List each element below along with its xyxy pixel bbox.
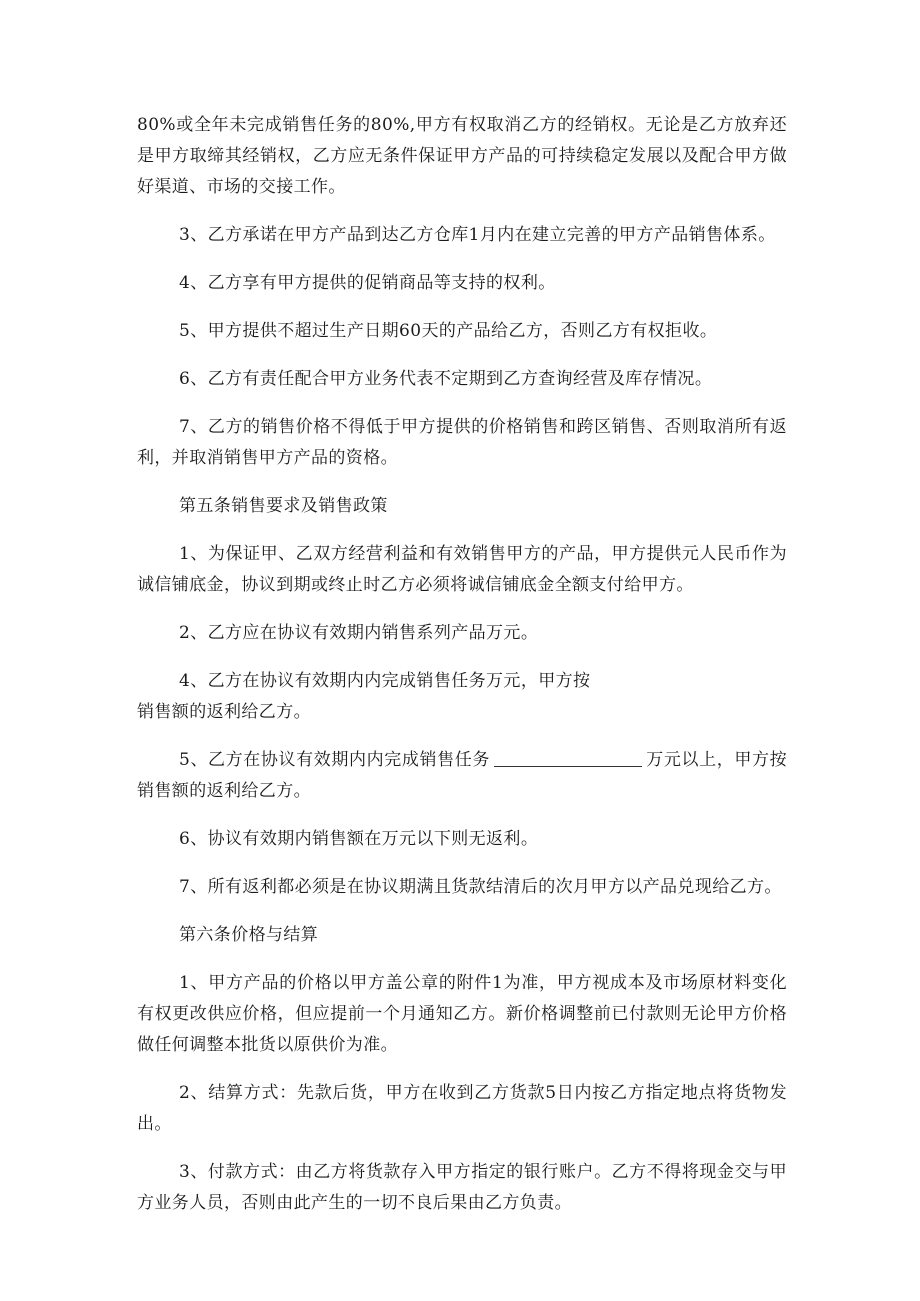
section-5-clause-1: 1、为保证甲、乙双方经营利益和有效销售甲方的产品，甲方提供元人民币作为诚信铺底金，协议到期或终止时乙方必须将诚信铺底金全额支付给甲方。 [137, 544, 787, 595]
section-5-clause-4 [137, 666, 787, 728]
section-5-clause-2: 2、乙方应在协议有效期内销售系列产品万元。 [179, 623, 539, 643]
clause-text-after-blank: 万元以上，甲方按销售额的返利给乙方。 [137, 750, 788, 801]
paragraph-continuation: 80%或全年未完成销售任务的80%,甲方有权取消乙方的经销权。无论是乙方放弃还是甲方取缔其经销权，乙方应无条件保证甲方产品的可持续稳定发展以及配合甲方做好渠道、市场的交接工作。 [137, 115, 787, 197]
clause-text-before-blank: 5、乙方在协议有效期内内完成销售任务 [179, 750, 491, 770]
document-page [137, 110, 787, 1236]
clause-4: 4、乙方享有甲方提供的促销商品等支持的权利。 [179, 273, 556, 293]
section-5-clause-6: 6、协议有效期内销售额在万元以下则无返利。 [179, 829, 539, 849]
section-6-clause-3: 3、付款方式：由乙方将货款存入甲方指定的银行账户。乙方不得将现金交与甲方业务人员，否则由此产生的一切不良后果由乙方负责。 [137, 1162, 787, 1213]
section-6-heading: 第六条价格与结算 [179, 925, 319, 945]
clause-7: 7、乙方的销售价格不得低于甲方提供的价格销售和跨区销售、否则取消所有返利，并取消销售甲方产品的资格。 [137, 417, 787, 468]
clause-6: 6、乙方有责任配合甲方业务代表不定期到乙方查询经营及库存情况。 [179, 369, 713, 389]
clause-line-2: 销售额的返利给乙方。 [137, 702, 311, 722]
clause-5: 5、甲方提供不超过生产日期60天的产品给乙方，否则乙方有权拒收。 [179, 321, 718, 341]
clause-3: 3、乙方承诺在甲方产品到达乙方仓库1月内在建立完善的甲方产品销售体系。 [179, 225, 776, 245]
clause-line-1: 4、乙方在协议有效期内内完成销售任务万元，甲方按 [179, 671, 591, 691]
section-5-clause-5 [137, 745, 787, 807]
section-5-heading: 第五条销售要求及销售政策 [179, 496, 388, 516]
fill-in-blank [494, 748, 642, 767]
section-5-clause-7: 7、所有返利都必须是在协议期满且货款结清后的次月甲方以产品兑现给乙方。 [179, 877, 782, 897]
section-6-clause-1: 1、甲方产品的价格以甲方盖公章的附件1为准，甲方视成本及市场原材料变化有权更改供应价格，但应提前一个月通知乙方。新价格调整前已付款则无论甲方价格做任何调整本批货以原供价为准。 [137, 973, 787, 1055]
section-6-clause-2: 2、结算方式：先款后货，甲方在收到乙方货款5日内按乙方指定地点将货物发出。 [137, 1083, 787, 1134]
